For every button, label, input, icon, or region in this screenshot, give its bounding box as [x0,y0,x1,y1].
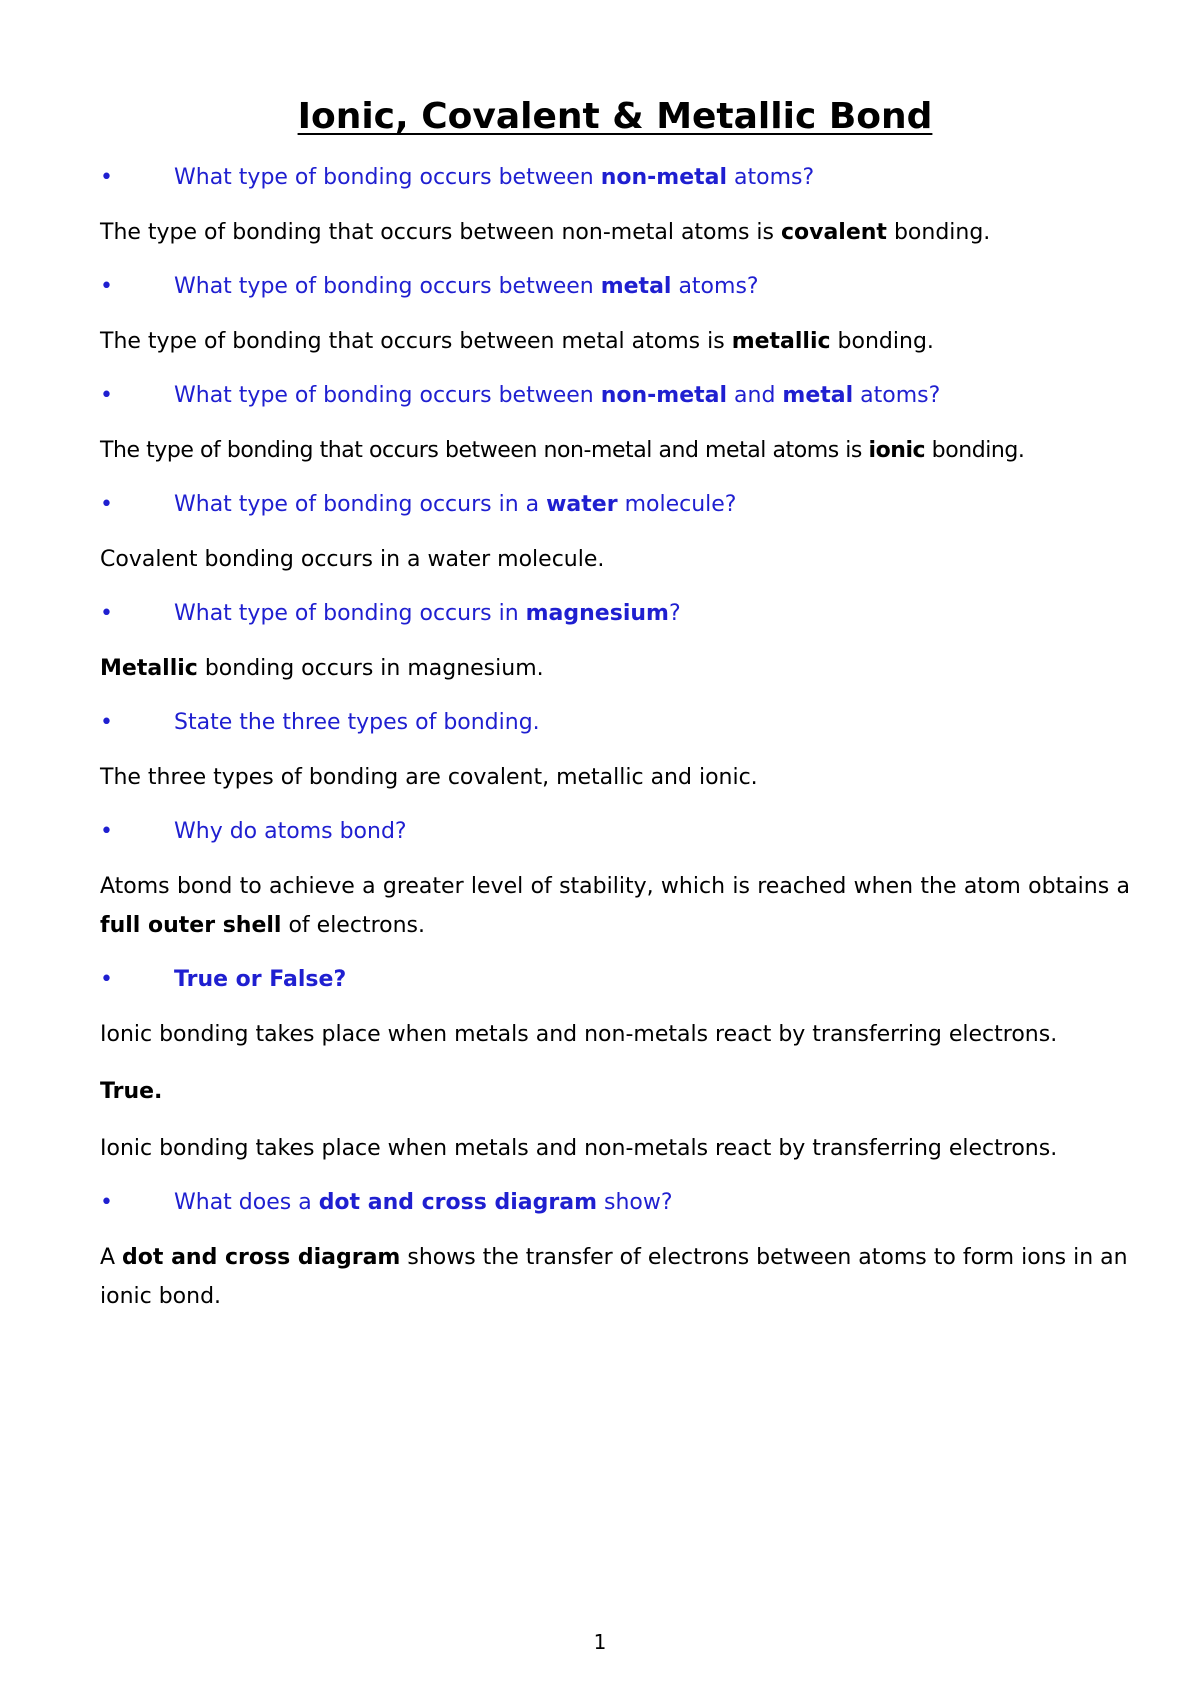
answer-7 [100,867,1130,945]
bullet-icon: • [100,601,113,626]
question-8 [100,963,1130,997]
answer-text: The three types of bonding are covalent, metallic and ionic. [100,765,758,790]
answer-keyword: metallic [731,329,831,354]
true-false-answer [100,1072,1130,1111]
bullet-icon: • [100,383,113,408]
question-keyword: non-metal [600,383,728,408]
question-text: What type of bonding occurs in a [174,492,547,517]
answer-text: bonding. [925,438,1025,463]
question-text: What type of bonding occurs between [174,383,601,408]
answer-text: Atoms bond to achieve a greater level of stability, which is reached when the atom obtains a [100,874,1130,899]
answer-9 [100,1238,1130,1316]
question-text: State the three types of bonding. [174,710,540,735]
question-5 [100,597,1130,631]
answer-keyword: dot and cross diagram [122,1245,401,1270]
question-text: atoms? [671,274,759,299]
answer-6 [100,758,1130,797]
question-text: ? [668,601,681,626]
question-text: atoms? [727,165,815,190]
answer-text: bonding. [830,329,934,354]
bullet-icon: • [100,274,113,299]
answer-4 [100,540,1130,579]
answer-text: bonding occurs in magnesium. [197,656,544,681]
answer-keyword: True. [100,1079,163,1104]
question-keyword: magnesium [525,601,669,626]
answer-text: A [100,1245,123,1270]
question-9 [100,1186,1130,1220]
answer-keyword: full outer shell [100,913,282,938]
answer-keyword: ionic [868,438,926,463]
answer-keyword: covalent [780,220,887,245]
answer-text: The type of bonding that occurs between metal atoms is [100,329,732,354]
question-text: and [727,383,783,408]
page-number: 1 [593,1630,607,1654]
answer-text: Covalent bonding occurs in a water molecule. [100,547,605,572]
bullet-icon: • [100,967,113,992]
question-text: What does a [174,1190,319,1215]
answer-text: The type of bonding that occurs between non-metal and metal atoms is [100,438,869,463]
answer-text: shows the transfer of electrons between atoms to form ions in an ionic bond. [100,1245,1128,1309]
question-keyword: dot and cross diagram [318,1190,597,1215]
answer-5 [100,649,1130,688]
answer-2 [100,322,1130,361]
question-keyword: True or False? [174,967,347,992]
page-title: Ionic, Covalent & Metallic Bond [297,96,933,137]
answer-text: bonding. [886,220,991,245]
question-keyword: metal [600,274,672,299]
question-keyword: water [546,492,618,517]
question-text: What type of bonding occurs in [174,601,526,626]
question-text: What type of bonding occurs between [174,274,601,299]
answer-1 [100,213,1130,252]
answer-text: of electrons. [281,913,425,938]
question-keyword: non-metal [600,165,728,190]
bullet-icon: • [100,710,113,735]
question-text: show? [597,1190,673,1215]
question-6 [100,706,1130,740]
question-4 [100,488,1130,522]
question-text: molecule? [617,492,737,517]
bullet-icon: • [100,819,113,844]
answer-text: The type of bonding that occurs between non-metal atoms is [100,220,781,245]
question-keyword: metal [782,383,854,408]
answer-keyword: Metallic [100,656,198,681]
true-false-statement-repeat: Ionic bonding takes place when metals and non-metals react by transferring electrons. [100,1136,1058,1161]
question-3 [100,379,1130,413]
true-false-statement: Ionic bonding takes place when metals and non-metals react by transferring electrons. [100,1022,1058,1047]
question-text: atoms? [853,383,941,408]
bullet-icon: • [100,165,113,190]
question-2 [100,270,1130,304]
question-text: What type of bonding occurs between [174,165,601,190]
question-7 [100,815,1130,849]
document-page [100,95,1130,1334]
question-1 [100,161,1130,195]
question-text: Why do atoms bond? [174,819,407,844]
bullet-icon: • [100,1190,113,1215]
answer-3 [100,431,1130,470]
bullet-icon: • [100,492,113,517]
